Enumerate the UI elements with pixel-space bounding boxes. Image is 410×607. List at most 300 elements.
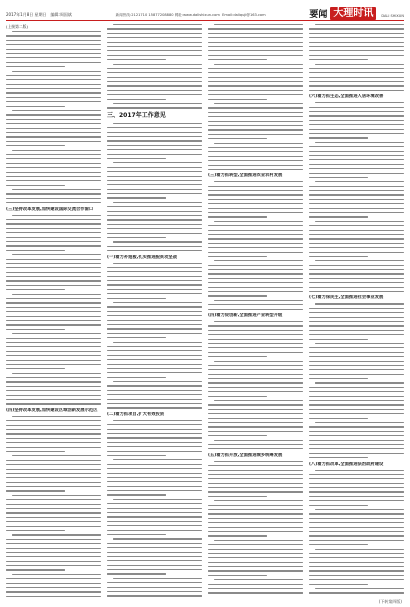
body-text-line [208, 295, 267, 296]
body-text-line [107, 473, 202, 474]
body-text-line [309, 365, 404, 366]
body-text-line [208, 165, 303, 166]
body-text-line [107, 407, 202, 408]
body-text-line [208, 369, 303, 370]
body-text-line [6, 219, 101, 220]
column-1 [6, 24, 101, 597]
body-text-line [107, 68, 202, 69]
body-text-line [309, 247, 404, 248]
body-text-line [6, 381, 101, 382]
body-text-line [6, 504, 101, 505]
body-text-line [208, 527, 303, 528]
body-text-line [113, 263, 202, 264]
body-text-line [113, 459, 202, 460]
body-text-line [6, 88, 101, 89]
body-text-line [214, 400, 303, 401]
body-text-line [309, 212, 404, 213]
body-text-line [214, 300, 303, 301]
body-text-line [309, 173, 404, 174]
body-text-line [6, 180, 101, 181]
body-text-line [315, 470, 404, 471]
body-text-line [6, 44, 101, 45]
body-text-line [315, 509, 404, 510]
body-text-line [6, 360, 101, 361]
body-text-line [309, 400, 404, 401]
body-text-line [107, 219, 202, 220]
body-text-line [6, 280, 101, 281]
body-text-line [208, 216, 267, 217]
body-text-line [208, 496, 267, 497]
body-text-line [208, 513, 303, 514]
body-text-line [6, 35, 101, 36]
body-text-line [12, 455, 101, 456]
body-text-line [6, 276, 101, 277]
body-text-line [107, 59, 166, 60]
body-text-line [309, 77, 404, 78]
body-text-line [208, 365, 303, 366]
body-text-line [309, 72, 404, 73]
body-text-line [107, 503, 202, 504]
body-text-line [107, 346, 202, 347]
body-text-line [6, 307, 101, 308]
body-text-line [107, 320, 202, 321]
body-text-line [309, 208, 404, 209]
body-text-line [6, 539, 101, 540]
body-text-line [107, 429, 202, 430]
body-text-line [107, 158, 166, 159]
body-text-line [6, 223, 101, 224]
body-text-line [107, 525, 202, 526]
body-text-line [309, 230, 404, 231]
body-text-line [6, 167, 101, 168]
body-text-line [6, 442, 101, 443]
body-text-line [208, 422, 303, 423]
body-text-line [107, 481, 202, 482]
body-text-line [208, 309, 303, 310]
body-text-line [6, 92, 101, 93]
body-text-line [309, 478, 404, 479]
column-subhead: (七)着力保民生,全面推进社会事业发展 [309, 295, 384, 301]
body-text-line [107, 385, 202, 386]
header-right [309, 7, 404, 20]
body-text-line [208, 487, 303, 488]
body-text-line [6, 176, 101, 177]
body-text-line [107, 516, 202, 517]
body-text-line [208, 37, 303, 38]
body-text-line [208, 234, 303, 235]
body-text-line [208, 68, 303, 69]
body-text-line [309, 203, 404, 204]
body-text-line [315, 142, 404, 143]
body-text-line [309, 133, 404, 134]
body-text-line [309, 513, 404, 514]
body-text-line [6, 587, 101, 588]
body-text-line [309, 194, 404, 195]
continued-from-note: (上接第二版) [6, 24, 28, 29]
body-text-line [107, 176, 202, 177]
body-text-line [6, 232, 101, 233]
body-text-line [107, 587, 202, 588]
column-3 [208, 24, 303, 597]
body-text-line [107, 486, 202, 487]
body-text-line [309, 544, 368, 545]
body-text-line [6, 386, 101, 387]
body-text-line [309, 225, 404, 226]
body-text-line [12, 294, 101, 295]
body-text-line [309, 387, 404, 388]
body-text-line [214, 103, 303, 104]
body-text-line [107, 552, 202, 553]
body-text-line [12, 495, 101, 496]
body-text-line [107, 99, 166, 100]
body-text-line [113, 302, 202, 303]
body-text-line [309, 579, 404, 580]
body-text-line [208, 470, 303, 471]
body-text-line [6, 399, 101, 400]
body-text-line [309, 321, 404, 322]
body-text-line [309, 487, 404, 488]
body-text-line [6, 79, 101, 80]
body-text-line [309, 575, 404, 576]
body-text-line [107, 424, 202, 425]
body-text-line [107, 446, 202, 447]
page-header [6, 4, 404, 21]
body-text-line [208, 265, 303, 266]
body-text-line [208, 444, 303, 445]
body-text-line [107, 90, 202, 91]
body-text-line [315, 382, 404, 383]
body-text-line [208, 588, 303, 589]
body-text-line [309, 234, 404, 235]
issue-date: 2017年1月8日 星期日 [6, 12, 47, 17]
body-text-line [208, 199, 303, 200]
body-text-line [208, 273, 303, 274]
body-text-line [208, 252, 303, 253]
body-text-line [309, 483, 404, 484]
body-text-line [6, 486, 101, 487]
body-text-line [309, 129, 404, 130]
body-text-line [6, 342, 101, 343]
body-text-line [107, 85, 202, 86]
column-subhead: (一)着力补短板,扎实推进脱贫攻坚战 [107, 254, 178, 260]
body-text-line [6, 512, 101, 513]
body-text-line [107, 359, 202, 360]
body-text-line [208, 160, 303, 161]
body-text-line [6, 193, 101, 194]
body-text-line [107, 215, 202, 216]
body-text-line [208, 287, 303, 288]
body-text-line [309, 347, 404, 348]
body-text-line [208, 151, 303, 152]
body-text-line [208, 291, 303, 292]
page-editor: 编辑:周国斌 [50, 12, 72, 17]
body-text-line [107, 595, 202, 596]
body-text-line [6, 316, 101, 317]
body-text-line [309, 505, 368, 506]
body-text-line [309, 50, 404, 51]
body-text-line [208, 230, 303, 231]
body-text-line [208, 535, 267, 536]
body-text-line [208, 85, 303, 86]
body-text-line [6, 106, 65, 107]
body-text-line [208, 203, 303, 204]
body-text-line [309, 317, 404, 318]
body-text-line [107, 437, 202, 438]
body-text-line [107, 276, 202, 277]
body-text-line [6, 543, 101, 544]
body-text-line [113, 538, 202, 539]
body-text-line [107, 193, 202, 194]
body-text-line [6, 285, 101, 286]
body-text-line [309, 42, 404, 43]
body-text-line [6, 241, 101, 242]
body-text-line [208, 505, 303, 506]
body-text-line [208, 121, 303, 122]
body-text-line [208, 474, 303, 475]
body-text-line [309, 418, 368, 419]
body-text-line [6, 62, 101, 63]
body-text-line [208, 549, 303, 550]
body-text-line [208, 562, 303, 563]
body-text-line [309, 356, 404, 357]
body-text-line [107, 94, 202, 95]
body-text-line [208, 33, 303, 34]
body-text-line [208, 378, 303, 379]
body-text-line [6, 49, 101, 50]
body-text-line [6, 123, 101, 124]
body-text-line [6, 403, 101, 404]
body-text-line [208, 409, 303, 410]
body-text-line [309, 409, 404, 410]
body-text-line [6, 163, 101, 164]
body-text-line [208, 522, 303, 523]
body-text-line [107, 565, 202, 566]
body-text-line [107, 140, 202, 141]
body-text-line [208, 391, 303, 392]
body-text-line [6, 368, 65, 369]
body-text-line [107, 494, 166, 495]
body-text-line [309, 164, 404, 165]
body-text-line [107, 145, 202, 146]
body-text-line [107, 81, 202, 82]
body-text-line [12, 215, 101, 216]
body-text-line [208, 55, 303, 56]
body-text-line [6, 259, 101, 260]
body-text-line [208, 570, 303, 571]
body-text-line [107, 246, 202, 247]
body-text-line [107, 228, 202, 229]
body-text-line [309, 243, 404, 244]
body-text-line [107, 233, 202, 234]
body-text-line [208, 194, 303, 195]
body-text-line [12, 574, 101, 575]
body-text-line [113, 24, 202, 25]
body-text-line [6, 438, 101, 439]
body-text-line [107, 512, 202, 513]
body-text-line [12, 71, 101, 72]
body-text-line [315, 588, 404, 589]
body-text-line [6, 53, 101, 54]
body-text-line [309, 146, 404, 147]
body-text-line [6, 499, 101, 500]
body-text-line [208, 592, 303, 593]
body-text-line [309, 137, 368, 138]
body-text-line [309, 308, 404, 309]
body-text-line [309, 491, 404, 492]
body-text-line [315, 422, 404, 423]
body-text-line [6, 530, 65, 531]
body-text-line [208, 134, 303, 135]
body-text-line [12, 150, 101, 151]
body-text-line [208, 107, 303, 108]
body-text-line [6, 185, 65, 186]
body-text-line [309, 444, 404, 445]
body-text-line [214, 143, 303, 144]
body-text-line [6, 469, 101, 470]
body-text-line [208, 356, 267, 357]
body-text-line [6, 302, 101, 303]
body-text-line [6, 119, 101, 120]
body-text-line [113, 162, 202, 163]
body-text-line [214, 181, 303, 182]
body-text-line [208, 225, 303, 226]
body-text-line [208, 72, 303, 73]
body-text-line [6, 128, 101, 129]
body-text-line [214, 64, 303, 65]
body-text-line [6, 263, 101, 264]
body-text-line [309, 186, 404, 187]
body-text-line [309, 518, 404, 519]
body-text-line [309, 378, 368, 379]
body-text-line [107, 377, 166, 378]
body-text-line [309, 391, 404, 392]
body-text-line [6, 596, 101, 597]
body-text-line [208, 46, 303, 47]
body-text-line [309, 540, 404, 541]
body-text-line [208, 557, 303, 558]
body-text-line [107, 591, 202, 592]
body-text-line [208, 478, 303, 479]
body-text-line [208, 282, 303, 283]
body-text-line [309, 352, 404, 353]
newspaper-logo-en: DALI SHIXUN [381, 14, 404, 18]
body-text-line [107, 280, 202, 281]
body-text-line [6, 338, 101, 339]
body-text-line [107, 333, 202, 334]
body-text-line [309, 584, 368, 585]
body-text-line [6, 272, 101, 273]
column-2 [107, 24, 202, 597]
body-text-line [12, 254, 101, 255]
body-text-line [6, 198, 101, 199]
body-text-line [6, 329, 65, 330]
body-text-line [309, 155, 404, 156]
body-text-line [309, 334, 404, 335]
body-text-line [214, 24, 303, 25]
body-text-line [309, 566, 404, 567]
body-text-line [208, 50, 303, 51]
body-text-line [309, 37, 404, 38]
body-text-line [6, 482, 101, 483]
body-text-line [208, 278, 303, 279]
body-text-line [107, 180, 202, 181]
body-text-line [208, 28, 303, 29]
body-text-line [208, 544, 303, 545]
body-text-line [107, 442, 202, 443]
body-text-line [309, 33, 404, 34]
body-text-line [309, 151, 404, 152]
body-text-line [6, 464, 101, 465]
body-text-line [208, 186, 303, 187]
body-text-line [107, 433, 202, 434]
body-text-line [315, 303, 404, 304]
body-text-line [309, 291, 404, 292]
body-text-line [113, 123, 202, 124]
body-text-line [6, 145, 65, 146]
body-text-line [6, 132, 101, 133]
body-text-line [6, 250, 65, 251]
body-text-line [208, 212, 303, 213]
body-text-line [208, 156, 303, 157]
body-text-line [6, 556, 101, 557]
body-text-line [6, 114, 101, 115]
body-text-line [208, 518, 303, 519]
body-text-line [309, 361, 404, 362]
body-text-line [107, 171, 202, 172]
body-text-line [309, 474, 404, 475]
body-text-line [315, 343, 404, 344]
body-text-line [309, 199, 404, 200]
body-text-line [309, 522, 404, 523]
body-text-line [315, 24, 404, 25]
body-text-line [208, 116, 303, 117]
body-text-line [107, 315, 202, 316]
body-text-line [107, 368, 202, 369]
body-text-line [315, 102, 404, 103]
body-text-line [208, 431, 303, 432]
body-text-line [208, 77, 303, 78]
body-text-line [309, 120, 404, 121]
body-text-line [208, 190, 303, 191]
body-text-line [6, 460, 101, 461]
body-text-line [107, 451, 202, 452]
body-text-line [107, 490, 202, 491]
body-text-line [6, 508, 101, 509]
body-text-line [309, 81, 404, 82]
body-text-line [107, 530, 202, 531]
body-text-line [113, 499, 202, 500]
body-text-line [208, 334, 303, 335]
body-text-line [208, 129, 303, 130]
body-text-line [208, 404, 303, 405]
body-text-line [309, 256, 368, 257]
body-text-line [208, 575, 267, 576]
body-text-line [309, 374, 404, 375]
body-text-line [309, 339, 368, 340]
body-text-line [309, 369, 404, 370]
body-text-line [309, 592, 404, 593]
body-text-line [309, 325, 404, 326]
body-text-line [107, 37, 202, 38]
body-text-line [309, 500, 404, 501]
body-text-line [107, 311, 202, 312]
column-subhead: (六)着力抓生态,全面推进人居环境改善 [309, 94, 384, 100]
body-text-line [6, 245, 101, 246]
body-text-line [309, 190, 404, 191]
contact-line: 新闻热线:2121710 15877208880 网址:www.dalishixun.com [115, 13, 220, 17]
body-text-line [107, 197, 166, 198]
body-text-line [107, 455, 166, 456]
